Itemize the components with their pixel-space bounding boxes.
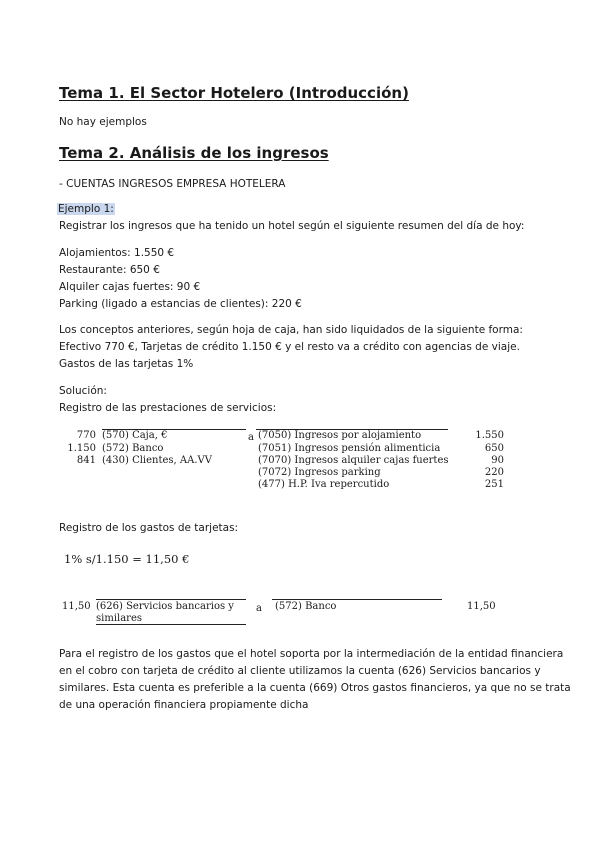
entry1-haber-account: (7070) Ingresos alquiler cajas fuertes: [258, 455, 449, 466]
entry1-haber-amount: 251: [484, 479, 504, 490]
entry1-debe-amount: 1.150: [67, 443, 96, 454]
conceptos-line-1: Los conceptos anteriores, según hoja de caja, han sido liquidados de la siguiente forma:: [59, 324, 523, 336]
entry2-debe-amount: 11,50: [62, 601, 91, 612]
entry2-connector: a: [256, 603, 262, 614]
entry2-debe-account-line1: (626) Servicios bancarios y: [96, 601, 234, 612]
item-restaurante: Restaurante: 650 €: [59, 264, 160, 276]
entry1-haber-account: (477) H.P. Iva repercutido: [258, 479, 390, 490]
entry1-haber-account: (7051) Ingresos pensión alimenticia: [258, 443, 441, 454]
entry2-haber-rule: [272, 599, 442, 600]
item-parking: Parking (ligado a estancias de clientes): 220 €: [59, 298, 302, 310]
entry1-haber-account: (7072) Ingresos parking: [258, 467, 381, 478]
explicacion-line-2: en el cobro con tarjeta de crédito al cliente utilizamos la cuenta (626) Servicios bancarios y: [59, 665, 541, 677]
ejemplo-intro: Registrar los ingresos que ha tenido un hotel según el siguiente resumen del día de hoy:: [59, 220, 525, 232]
gastos-label: Registro de los gastos de tarjetas:: [59, 522, 239, 534]
tema1-title: Tema 1. El Sector Hotelero (Introducción): [59, 84, 409, 102]
gastos-formula: 1% s/1.150 = 11,50 €: [64, 552, 190, 566]
tema2-title: Tema 2. Análisis de los ingresos: [59, 144, 329, 162]
ejemplo-label: [57, 201, 115, 218]
entry1-debe-account: (430) Clientes, AA.VV: [102, 455, 212, 466]
entry2-haber-amount: 11,50: [467, 601, 496, 612]
entry1-haber-amount: 90: [491, 455, 504, 466]
entry2-haber-account: (572) Banco: [275, 601, 337, 612]
tema2-subtitle: - CUENTAS INGRESOS EMPRESA HOTELERA: [59, 178, 286, 190]
item-alojamientos: Alojamientos: 1.550 €: [59, 247, 175, 259]
conceptos-line-2: Efectivo 770 €, Tarjetas de crédito 1.150 € y el resto va a crédito con agencias de viaje.: [59, 341, 520, 353]
entry2-debe-rule: [96, 599, 246, 600]
entry2-debe-account-line2: similares: [96, 613, 143, 624]
tema1-text: No hay ejemplos: [59, 116, 147, 128]
entry1-haber-amount: 1.550: [475, 430, 504, 441]
registro-prestaciones: Registro de las prestaciones de servicios:: [59, 402, 277, 414]
solucion-label: Solución:: [59, 385, 107, 397]
entry1-debe-amount: 841: [76, 455, 96, 466]
entry1-haber-amount: 650: [484, 443, 504, 454]
explicacion-line-3: similares. Esta cuenta es preferible a la cuenta (669) Otros gastos financieros, ya que no se trata: [59, 682, 571, 694]
explicacion-line-1: Para el registro de los gastos que el hotel soporta por la intermediación de la entidad financiera: [59, 648, 564, 660]
entry1-haber-account: (7050) Ingresos por alojamiento: [258, 430, 422, 441]
ejemplo-highlight: Ejemplo 1:: [58, 203, 114, 215]
explicacion-line-4: de una operación financiera propiamente dicha: [59, 699, 309, 711]
item-cajas-fuertes: Alquiler cajas fuertes: 90 €: [59, 281, 201, 293]
conceptos-line-3: Gastos de las tarjetas 1%: [59, 358, 194, 370]
entry1-connector: a: [248, 432, 254, 443]
entry1-haber-amount: 220: [484, 467, 504, 478]
entry1-debe-account: (572) Banco: [102, 443, 164, 454]
entry1-debe-account: (570) Caja, €: [102, 430, 168, 441]
entry2-debe-bottom-rule: [96, 624, 246, 625]
entry1-debe-amount: 770: [76, 430, 96, 441]
